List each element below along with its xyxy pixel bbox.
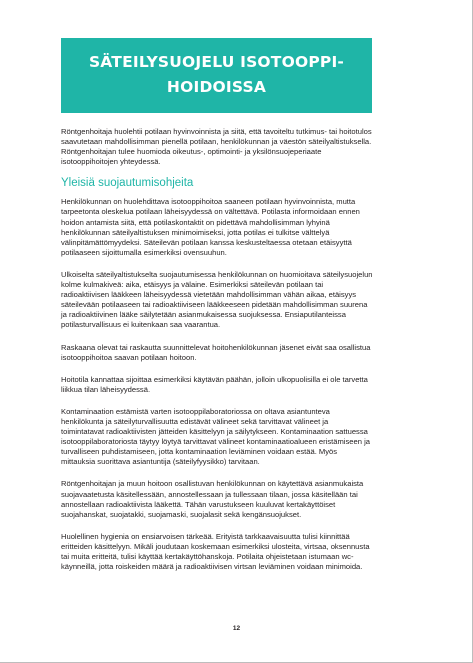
page-title-line-2: HOIDOISSA bbox=[166, 78, 267, 96]
body-paragraph-1: Henkilökunnan on huolehdittava isotooppihoitoa saaneen potilaan hyvinvoinnista, mutta tarpeetonta oleskelua potilaan läheisyydessä on vältettävä. Potilasta informoidaan ennen hoidon antamista siitä, että potilaskontaktit on pidettävä mahdollisimman lyhyinä henkilökunnan säteilyaltistuksen minimoimiseksi, jotta potilas ei tulkitse välttelyä välinpitämättömyydeksi. Säteilevän potilaan kanssa keskusteltaessa otetaan etäisyyttä potilaaseen sijoittumalla esimerkiksi ovensuuhun. bbox=[61, 197, 360, 257]
section-heading: Yleisiä suojautumisohjeita bbox=[61, 177, 194, 190]
intro-paragraph: Röntgenhoitaja huolehtii potilaan hyvinvoinnista ja siitä, että tavoiteltu tutkimus- tai hoitotulos saavutetaan mahdollisimman pienellä potilaan, henkilökunnan ja väestön säteilyaltistuksella. Röntgenhoitajan tulee huomioda oikeutus-, optimointi- ja yksilönsuojeperiaate isotooppihoitojen yhteydessä. bbox=[61, 127, 372, 167]
body-paragraph-7: Huolellinen hygienia on ensiarvoisen tärkeää. Erityistä tarkkaavaisuutta tulisi kiinnittää eritteiden käsittelyyn. Mikäli joudutaan koskemaan esimerkiksi ulosteita, virtsaa, oksennusta tai muita eritteitä, tulisi käyttää kertakäyttöhanskoja. Potilaita ohjeistetaan istumaan wc-käynneillä, jotta roiskeiden määrä ja radioaktiivisen virtsan leviäminen voidaan minimoida. bbox=[61, 531, 370, 572]
body-paragraph-5: Kontaminaation estämistä varten isotooppilaboratoriossa on oltava asiantunteva henkilökunta ja säteilyturvallisuutta edistävät välineet sekä tarvittavat välineet ja toimintatavat radioaktiivisten jätteiden käsittelyyn ja säilytykseen. Kontaminaation sattuessa isotooppilaboratoriosta täytyy löytyä tarvittavat välineet kontaminaatioalueen eristämiseen ja turvalliseen puhdistamiseen, jotta kontaminaation leviäminen voidaan estää. Myös mittauksia suorittava asiantuntija (säteilyfyysikko) tarvitaan. bbox=[61, 406, 370, 467]
page-title-line-1: SÄTEILYSUOJELU ISOTOOPPI- bbox=[88, 53, 345, 71]
body-paragraph-3: Raskaana olevat tai raskautta suunnittelevat hoitohenkilökunnan jäsenet eivät saa osallistua isotooppihoitoa saavan potilaan hoitoon. bbox=[61, 342, 371, 362]
body-paragraph-4: Hoitotila kannattaa sijoittaa esimerkiksi käytävän päähän, jolloin ulkopuolisilla ei ole tarvetta liikkua tilan läheisyydessä. bbox=[61, 374, 368, 394]
body-content bbox=[61, 127, 373, 584]
body-paragraph-2: Ulkoiselta säteilyaltistukselta suojautumisessa henkilökunnan on huomioitava säteilysuojelun kolme kulmakiveä: aika, etäisyys ja välaine. Esimerkiksi säteilevän potilaan tai radioaktiivisen lääkkeen läheisyydessä vietetään mahdollisimman vähän aikaa, etäisyys säteilevään potilaaseen tai radioaktiiviseen lääkkeeseen pidetään mahdollisimman suurena ja radioaktiivinen lääke säilytetään asianmukaisessa suojuksessa. Ensiaputilanteissa potilasturvallisuus ei kuitenkaan saa vaarantua. bbox=[61, 269, 373, 330]
body-paragraph-6: Röntgenhoitajan ja muun hoitoon osallistuvan henkilökunnan on käytettävä asianmukaista suojavaatetusta käsitellessään, annostellessaan ja tullessaan tilaan, jossa käsitellään tai annostellaan radioaktiivista lääkettä. Tähän varustukseen kuuluvat kertakäyttöiset suojahanskat, suojatakki, suojamaski, suojalasit sekä kengänsuojukset. bbox=[61, 479, 364, 519]
title-banner bbox=[61, 38, 372, 113]
page-number: 12 bbox=[232, 625, 241, 632]
